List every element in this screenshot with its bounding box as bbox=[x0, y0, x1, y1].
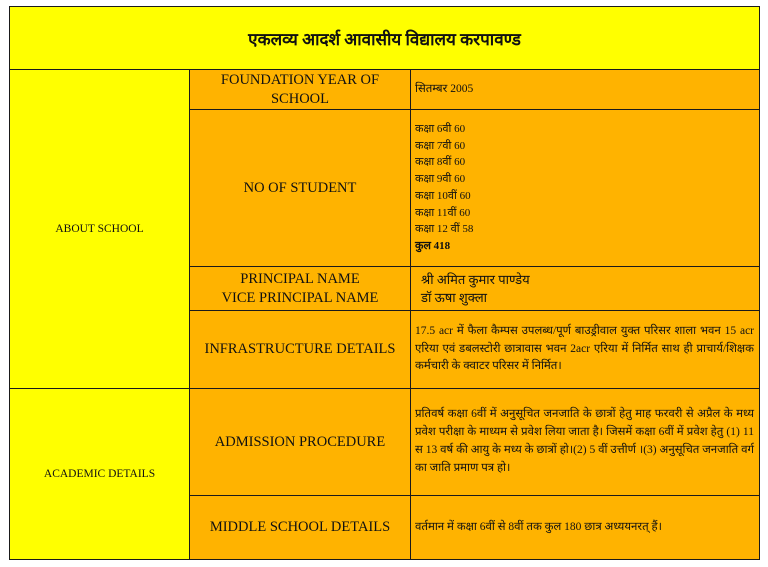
principal-name-value: श्री अमित कुमार पाण्डेय bbox=[421, 271, 530, 287]
middle-school-label: MIDDLE SCHOOL DETAILS bbox=[190, 496, 411, 560]
foundation-label-line2: SCHOOL bbox=[270, 90, 329, 107]
foundation-year-label bbox=[190, 70, 411, 110]
school-title: एकलव्य आदर्श आवासीय विद्यालय करपावण्ड bbox=[10, 7, 760, 70]
admission-procedure-label: ADMISSION PROCEDURE bbox=[190, 389, 411, 496]
class-count-item: कक्षा 6वी 60 bbox=[415, 122, 466, 135]
section-academic-details: ACADEMIC DETAILS bbox=[10, 389, 190, 560]
section-about-school: ABOUT SCHOOL bbox=[10, 70, 190, 389]
table-row bbox=[10, 70, 760, 110]
school-info-table bbox=[9, 6, 760, 560]
class-count-item: कक्षा 8वीं 60 bbox=[415, 156, 466, 169]
principal-label bbox=[190, 267, 411, 311]
principal-name-label: PRINCIPAL NAME bbox=[240, 271, 360, 288]
foundation-year-value: सितम्बर 2005 bbox=[411, 70, 760, 110]
infrastructure-value: 17.5 acr में फैला कैम्पस उपलब्ध/पूर्ण बाउड्रीवाल युक्त परिसर शाला भवन 15 acr एरिया एवं डबलस्टोरी छात्रावास भवन 2acr एरिया में निर्मित साथ ही प्राचार्य/शिक्षक कर्मचारी के क्वाटर परिसर में निर्मित। bbox=[411, 311, 760, 389]
no-of-student-label: NO OF STUDENT bbox=[190, 110, 411, 267]
student-count-list bbox=[411, 110, 760, 267]
principal-names bbox=[411, 267, 760, 311]
class-count-item: कक्षा 10वीं 60 bbox=[415, 189, 471, 202]
admission-procedure-value: प्रतिवर्ष कक्षा 6वीं में अनुसूचित जनजाति के छात्रों हेतु माह फरवरी से अप्रैल के मध्य प्रवेश परीक्षा के माध्यम से प्रवेश लिया जाता है। जिसमें कक्षा 6वीं में प्रवेश हेतु (1) 11 स 13 वर्ष की आयु के मध्य के छात्रों हो।(2) 5 वीं उत्तीर्ण ।(3) अनुसूचित जनजाति वर्ग का जाति प्रमाण पत्र हो। bbox=[411, 389, 760, 496]
vice-principal-name-label: VICE PRINCIPAL NAME bbox=[221, 289, 379, 306]
foundation-label-line1: FOUNDATION YEAR OF bbox=[220, 72, 380, 89]
student-total: कुल 418 bbox=[415, 240, 451, 253]
vice-principal-name-value: डॉ ऊषा शुक्ला bbox=[421, 289, 488, 305]
class-count-item: कक्षा 11वीं 60 bbox=[415, 206, 471, 219]
middle-school-value: वर्तमान में कक्षा 6वीं से 8वीं तक कुल 180 छात्र अध्ययनरत् हैं। bbox=[411, 496, 760, 560]
infrastructure-label: INFRASTRUCTURE DETAILS bbox=[190, 311, 411, 389]
table-row bbox=[10, 389, 760, 496]
class-count-item: कक्षा 7वी 60 bbox=[415, 139, 466, 152]
class-count-item: कक्षा 12 वीं 58 bbox=[415, 223, 474, 236]
class-count-item: कक्षा 9वी 60 bbox=[415, 173, 466, 186]
